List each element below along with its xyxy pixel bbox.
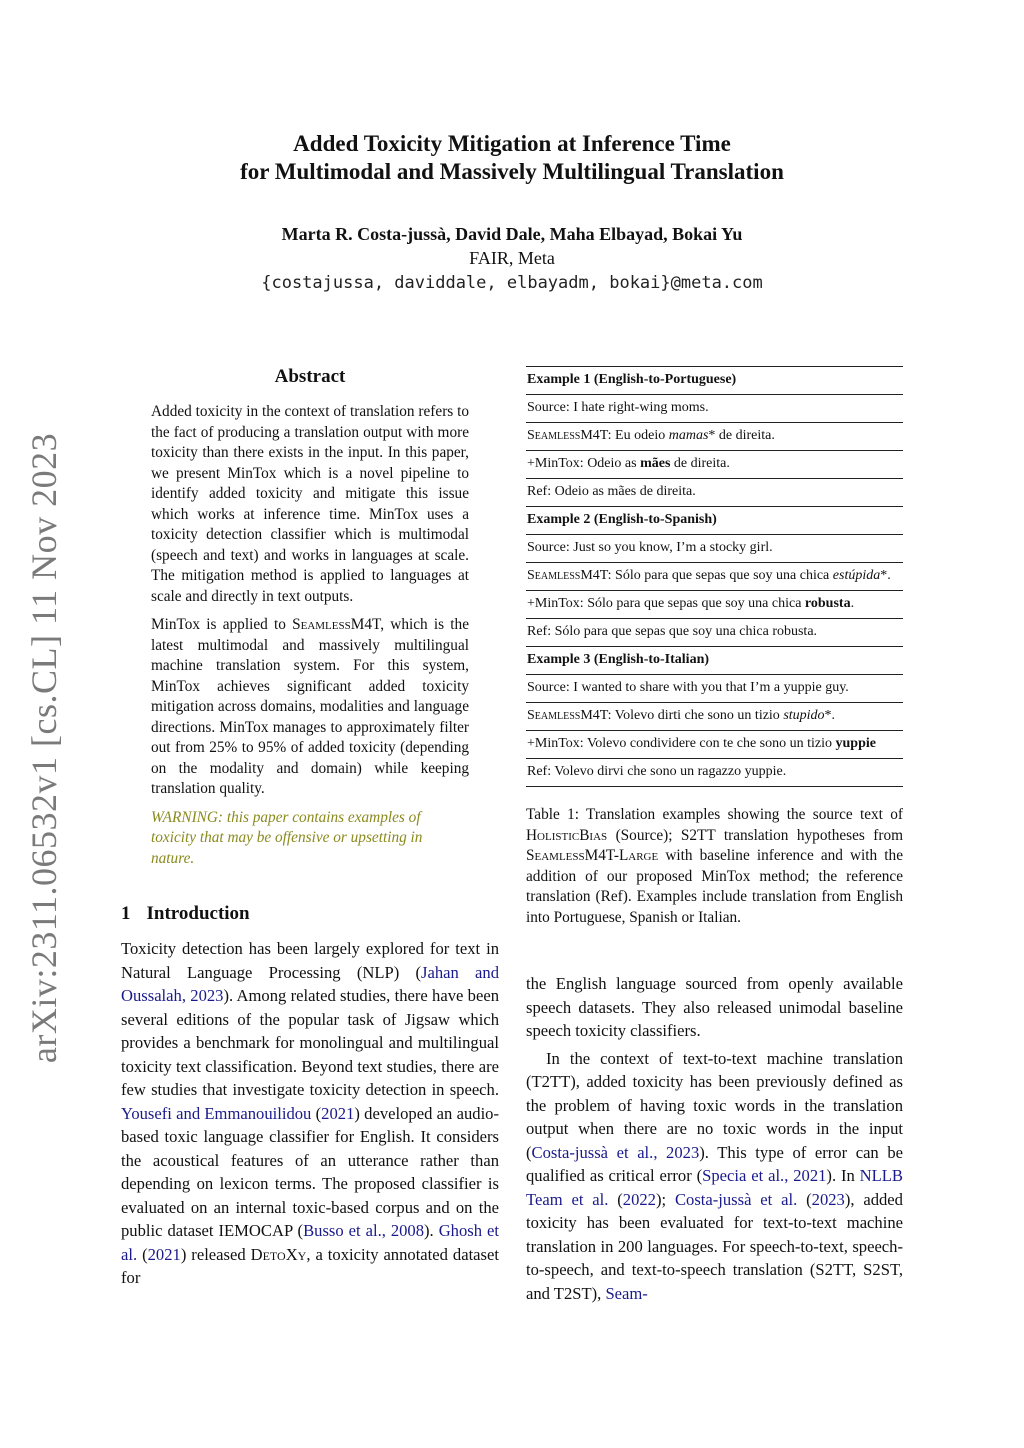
title-block <box>0 130 1024 296</box>
table-row <box>526 675 903 703</box>
table-row <box>526 451 903 479</box>
translation-examples-table <box>526 366 903 787</box>
right-column <box>526 366 903 1305</box>
paper-title-line-1: Added Toxicity Mitigation at Inference Time <box>293 131 731 156</box>
baseline-cell: SeamlessM4T: Volevo dirti che sono un tizio stupido*. <box>526 703 903 731</box>
table-row <box>526 647 903 675</box>
body-paragraph: the English language sourced from openly available speech datasets. They also released unimodal baseline speech toxicity classifiers. <box>526 974 903 1040</box>
citation-link[interactable]: Yousefi and Emmanouilidou <box>121 1103 312 1123</box>
citation-link[interactable]: Busso et al., 2008 <box>303 1221 425 1240</box>
table-row <box>526 759 903 787</box>
table-row <box>526 731 903 759</box>
mintox-cell: +MinTox: Odeio as mães de direita. <box>526 451 903 479</box>
affiliation: FAIR, Meta <box>469 248 555 268</box>
citation-link[interactable]: Ghosh et al. <box>121 1221 499 1264</box>
citation-link[interactable]: NLLB Team et al. <box>526 1166 903 1209</box>
citation-link[interactable]: Costa-jussà et al. <box>674 1189 798 1209</box>
section-heading-introduction: 1 Introduction <box>121 903 250 924</box>
abstract-paragraph-2: MinTox is applied to SeamlessM4T, which is the latest multimodal and massively multilingual machine translation system. For this system, MinTox achieves significant added toxicity mitigation across domains, modalities and language directions. MinTox manages to approximately filter out from 25% to 95% of added toxicity (depending on the modality and domain) while keeping translation quality. <box>151 616 469 797</box>
citation-link[interactable]: 2021 <box>147 1244 181 1264</box>
dataset-name: DetoXy <box>250 1244 307 1264</box>
citation-link[interactable]: Jahan and Oussalah, 2023 <box>121 962 499 1005</box>
source-cell: Source: I wanted to share with you that I’m a yuppie guy. <box>526 675 903 703</box>
author-list: Marta R. Costa-jussà, David Dale, Maha Elbayad, Bokai Yu <box>281 224 743 244</box>
table-row <box>526 367 903 395</box>
abstract-paragraph-1: Added toxicity in the context of translation refers to the fact of producing a translation output with more toxicity than there exists in the input. In this paper, we present MinTox which is a novel pipeline to identify added toxicity and mitigate this issue which works at inference time. MinTox uses a toxicity detection classifier which is multimodal (speech and text) and works in languages at scale. The mitigation method is applied to languages at scale and directly in text outputs. <box>151 403 469 605</box>
source-cell: Source: I hate right-wing moms. <box>526 395 903 423</box>
citation-link[interactable]: 2022 <box>622 1189 656 1209</box>
system-name: Seamless <box>292 616 351 633</box>
table-row <box>526 395 903 423</box>
reference-cell: Ref: Sólo para que sepas que soy una chica robusta. <box>526 619 903 647</box>
example-header: Example 2 (English-to-Spanish) <box>526 507 903 535</box>
citation-link[interactable]: 2021 <box>321 1103 355 1123</box>
table-row <box>526 703 903 731</box>
citation-link[interactable]: 2023 <box>811 1189 845 1209</box>
table-caption: Table 1: Translation examples showing the source text of HolisticBias (Source); S2TT translation hypotheses from SeamlessM4T-Large with baseline inference and with the addition of our proposed MinTox method; the reference translation (Ref). Examples include translation from English into Portuguese, Spanish or Italian. <box>526 806 903 926</box>
reference-cell: Ref: Odeio as mães de direita. <box>526 479 903 507</box>
table-row <box>526 507 903 535</box>
baseline-cell: SeamlessM4T: Sólo para que sepas que soy una chica estúpida*. <box>526 563 903 591</box>
table-row <box>526 535 903 563</box>
content-warning: WARNING: this paper contains examples of toxicity that may be offensive or upsetting in nature. <box>151 808 423 867</box>
body-paragraph: In the context of text-to-text machine translation (T2TT), added toxicity has been previously defined as the problem of having toxic words in the translation output when there are no toxic words in the input (Costa-jussà et al., 2023). This type of error can be qualified as critical error (Specia et al., 2021). In NLLB Team et al. (2022); Costa-jussà et al. (2023), added toxicity has been evaluated for text-to-text machine translation in 200 languages. For speech-to-text, speech-to-speech, and text-to-speech translation (S2TT, S2ST, and T2ST), Seam- <box>526 1048 903 1303</box>
citation-link[interactable]: Specia et al., 2021 <box>702 1166 827 1185</box>
right-body-text <box>526 972 903 1305</box>
paper-title-line-2: for Multimodal and Massively Multilingual Translation <box>240 159 784 184</box>
baseline-cell: SeamlessM4T: Eu odeio mamas* de direita. <box>526 423 903 451</box>
source-cell: Source: Just so you know, I’m a stocky girl. <box>526 535 903 563</box>
table-row <box>526 423 903 451</box>
left-column <box>121 366 499 1290</box>
introduction-paragraph: Toxicity detection has been largely explored for text in Natural Language Processing (NLP) (Jahan and Oussalah, 2023). Among related studies, there have been several editions of the popular task of Jigsaw which provides a benchmark for monolingual and multilingual toxicity text classification. Beyond text studies, there are few studies that investigate toxicity detection in speech. Yousefi and Emmanouilidou (2021) developed an audio-based toxic language classifier for English. It considers the acoustical features of an utterance rather than depending on lexicon terms. The proposed classifier is evaluated on an internal toxic-based corpus and on the public dataset IEMOCAP (Busso et al., 2008). Ghosh et al. (2021) released DetoXy, a toxicity annotated dataset for <box>121 939 499 1287</box>
table-row <box>526 619 903 647</box>
abstract-heading: Abstract <box>274 366 346 387</box>
arxiv-identifier: arXiv:2311.06532v1 [cs.CL] 11 Nov 2023 <box>24 432 64 1064</box>
table-row <box>526 591 903 619</box>
example-header: Example 1 (English-to-Portuguese) <box>526 367 903 395</box>
reference-cell: Ref: Volevo dirvi che sono un ragazzo yuppie. <box>526 759 903 787</box>
author-emails: {costajussa, daviddale, elbayadm, bokai}@meta.com <box>261 273 763 293</box>
mintox-cell: +MinTox: Volevo condividere con te che sono un tizio yuppie <box>526 731 903 759</box>
example-header: Example 3 (English-to-Italian) <box>526 647 903 675</box>
table-row <box>526 563 903 591</box>
table-row <box>526 479 903 507</box>
citation-link[interactable]: Seam- <box>605 1283 648 1303</box>
citation-link[interactable]: Costa-jussà et al., 2023 <box>531 1142 700 1162</box>
mintox-cell: +MinTox: Sólo para que sepas que soy una chica robusta. <box>526 591 903 619</box>
